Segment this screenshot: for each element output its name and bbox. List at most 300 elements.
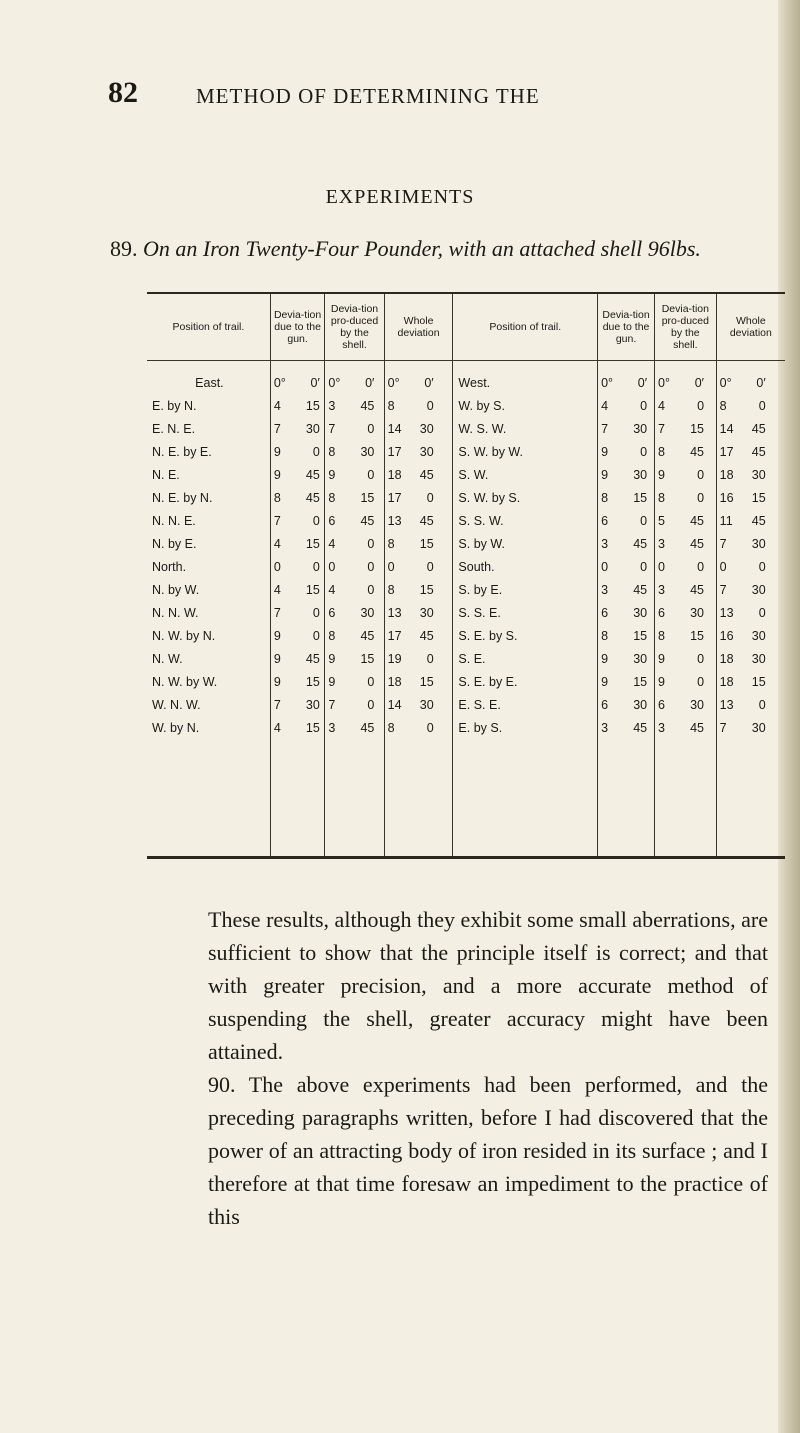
position-cell-right: E. S. E. xyxy=(453,693,598,716)
whole-deviation-left-cell xyxy=(384,624,453,647)
position-cell-right: S. E. xyxy=(453,647,598,670)
position-cell-right: S. E. by S. xyxy=(453,624,598,647)
shell-deviation-left-degrees: 0° xyxy=(328,375,341,390)
page-number: 82 xyxy=(108,76,138,109)
header-gun-right: Devia-tion due to the gun. xyxy=(598,294,655,361)
gun-deviation-left-minutes: 0 xyxy=(312,444,320,459)
table-row xyxy=(147,647,785,670)
gun-deviation-right-cell xyxy=(598,693,655,716)
gun-deviation-left-cell xyxy=(270,578,325,601)
whole-deviation-left-minutes: 15 xyxy=(419,582,434,597)
position-cell-right: W. by S. xyxy=(453,394,598,417)
shell-deviation-right-cell xyxy=(655,417,717,440)
position-cell-left: W. N. W. xyxy=(152,697,201,712)
shell-deviation-right-cell xyxy=(655,532,717,555)
whole-deviation-right-cell xyxy=(716,486,785,509)
shell-deviation-left-cell xyxy=(325,440,384,463)
whole-deviation-right-cell xyxy=(716,693,785,716)
whole-deviation-right-cell xyxy=(716,417,785,440)
whole-deviation-right-minutes: 45 xyxy=(751,444,766,459)
whole-deviation-left-degrees: 14 xyxy=(387,421,402,436)
whole-deviation-right-cell xyxy=(716,716,785,739)
shell-deviation-left-cell xyxy=(325,601,384,624)
whole-deviation-right-minutes: 0 xyxy=(758,398,766,413)
position-cell-left: E. N. E. xyxy=(152,421,196,436)
gun-deviation-right-minutes: 0 xyxy=(640,559,648,574)
whole-deviation-left-cell xyxy=(384,578,453,601)
shell-deviation-left-cell xyxy=(325,394,384,417)
whole-deviation-left-minutes: 15 xyxy=(419,674,434,689)
shell-deviation-right-minutes: 0 xyxy=(697,490,705,505)
gun-deviation-left-minutes: 30 xyxy=(305,697,320,712)
whole-deviation-left-minutes: 15 xyxy=(419,536,434,551)
gun-deviation-left-degrees: 0 xyxy=(273,559,281,574)
gun-deviation-right-degrees: 3 xyxy=(601,536,609,551)
whole-deviation-right-minutes: 30 xyxy=(751,651,766,666)
shell-deviation-right-degrees: 0 xyxy=(658,559,665,574)
shell-deviation-right-minutes: 0′ xyxy=(694,375,705,390)
table-row xyxy=(147,716,785,739)
gun-deviation-right-minutes: 45 xyxy=(633,536,648,551)
gun-deviation-left-degrees: 9 xyxy=(273,444,281,459)
gun-deviation-right-cell xyxy=(598,463,655,486)
position-cell-right: S. W. xyxy=(453,463,598,486)
whole-deviation-right-minutes: 30 xyxy=(751,628,766,643)
whole-deviation-right-cell xyxy=(716,647,785,670)
whole-deviation-left-minutes: 0 xyxy=(426,559,434,574)
whole-deviation-left-cell xyxy=(384,417,453,440)
position-cell-right: South. xyxy=(453,555,598,578)
whole-deviation-right-minutes: 0′ xyxy=(756,375,766,390)
gun-deviation-right-degrees: 0 xyxy=(601,559,609,574)
shell-deviation-left-degrees: 8 xyxy=(328,628,336,643)
whole-deviation-right-minutes: 15 xyxy=(751,490,766,505)
gun-deviation-right-minutes: 30 xyxy=(633,421,648,436)
whole-deviation-right-cell xyxy=(716,463,785,486)
deviation-table xyxy=(147,294,785,856)
gun-deviation-left-cell xyxy=(270,716,325,739)
whole-deviation-right-minutes: 45 xyxy=(751,421,766,436)
position-cell-right: W. S. W. xyxy=(453,417,598,440)
whole-deviation-right-cell xyxy=(716,601,785,624)
whole-deviation-right-cell xyxy=(716,532,785,555)
gun-deviation-right-minutes: 0′ xyxy=(637,375,648,390)
whole-deviation-left-degrees: 17 xyxy=(387,490,402,505)
whole-deviation-left-minutes: 0 xyxy=(426,398,434,413)
gun-deviation-left-degrees: 4 xyxy=(273,720,281,735)
gun-deviation-right-degrees: 8 xyxy=(601,490,609,505)
gun-deviation-right-minutes: 0 xyxy=(640,444,648,459)
whole-deviation-left-degrees: 8 xyxy=(387,536,395,551)
position-cell-right: West. xyxy=(453,371,598,394)
gun-deviation-left-degrees: 7 xyxy=(273,697,281,712)
whole-deviation-left-cell xyxy=(384,693,453,716)
whole-deviation-left-minutes: 30 xyxy=(419,444,434,459)
shell-deviation-left-cell xyxy=(325,417,384,440)
whole-deviation-right-degrees: 0° xyxy=(719,375,732,390)
whole-deviation-left-degrees: 17 xyxy=(387,628,402,643)
shell-deviation-left-minutes: 30 xyxy=(360,444,375,459)
shell-deviation-left-degrees: 9 xyxy=(328,467,336,482)
gun-deviation-right-cell xyxy=(598,670,655,693)
header-position-left: Position of trail. xyxy=(147,294,270,361)
gun-deviation-left-cell xyxy=(270,601,325,624)
whole-deviation-left-minutes: 0 xyxy=(426,490,434,505)
position-cell-left: N. by E. xyxy=(152,536,197,551)
position-cell-right: S. W. by W. xyxy=(453,440,598,463)
shell-deviation-right-degrees: 6 xyxy=(658,697,665,712)
shell-deviation-left-minutes: 45 xyxy=(360,628,375,643)
table-body xyxy=(147,361,785,857)
gun-deviation-right-degrees: 8 xyxy=(601,628,609,643)
body-text xyxy=(208,903,768,1233)
gun-deviation-right-cell xyxy=(598,716,655,739)
whole-deviation-left-minutes: 30 xyxy=(419,421,434,436)
whole-deviation-left-cell xyxy=(384,371,453,394)
shell-deviation-right-minutes: 0 xyxy=(697,674,705,689)
position-cell-left: N. E. by E. xyxy=(152,444,212,459)
whole-deviation-right-minutes: 45 xyxy=(751,513,766,528)
shell-deviation-left-minutes: 45 xyxy=(360,720,375,735)
shell-deviation-left-minutes: 0 xyxy=(367,467,375,482)
shell-deviation-left-cell xyxy=(325,693,384,716)
shell-deviation-right-minutes: 15 xyxy=(690,628,705,643)
gun-deviation-left-cell xyxy=(270,394,325,417)
shell-deviation-left-cell xyxy=(325,486,384,509)
position-cell-left: North. xyxy=(152,559,187,574)
table-header-row xyxy=(147,294,785,361)
whole-deviation-left-degrees: 14 xyxy=(387,697,402,712)
shell-deviation-right-minutes: 30 xyxy=(690,697,705,712)
gun-deviation-right-cell xyxy=(598,417,655,440)
whole-deviation-right-degrees: 8 xyxy=(719,398,727,413)
position-cell-right: S. by E. xyxy=(453,578,598,601)
table-row xyxy=(147,371,785,394)
shell-deviation-left-minutes: 0 xyxy=(367,421,375,436)
page-header xyxy=(0,76,800,116)
whole-deviation-right-minutes: 30 xyxy=(751,720,766,735)
whole-deviation-right-minutes: 30 xyxy=(751,467,766,482)
gun-deviation-left-minutes: 0 xyxy=(312,513,320,528)
whole-deviation-right-degrees: 18 xyxy=(719,674,734,689)
header-position-right: Position of trail. xyxy=(453,294,598,361)
table-row xyxy=(147,509,785,532)
table-fill-row xyxy=(147,739,785,856)
whole-deviation-left-cell xyxy=(384,601,453,624)
shell-deviation-left-degrees: 9 xyxy=(328,674,336,689)
shell-deviation-left-cell xyxy=(325,555,384,578)
whole-deviation-left-minutes: 30 xyxy=(419,605,434,620)
gun-deviation-left-cell xyxy=(270,417,325,440)
shell-deviation-right-minutes: 45 xyxy=(690,582,705,597)
gun-deviation-left-cell xyxy=(270,624,325,647)
shell-deviation-right-cell xyxy=(655,624,717,647)
whole-deviation-left-minutes: 0′ xyxy=(424,375,434,390)
gun-deviation-left-cell xyxy=(270,670,325,693)
shell-deviation-right-degrees: 6 xyxy=(658,605,665,620)
running-head: METHOD OF DETERMINING THE xyxy=(196,84,540,108)
table-row xyxy=(147,693,785,716)
gun-deviation-right-degrees: 3 xyxy=(601,582,609,597)
gun-deviation-right-degrees: 7 xyxy=(601,421,609,436)
position-cell-left: N. N. W. xyxy=(152,605,199,620)
gun-deviation-right-cell xyxy=(598,532,655,555)
position-cell-left: N. N. E. xyxy=(152,513,196,528)
shell-deviation-right-degrees: 4 xyxy=(658,398,665,413)
gun-deviation-right-degrees: 9 xyxy=(601,467,609,482)
whole-deviation-left-degrees: 8 xyxy=(387,720,395,735)
whole-deviation-right-degrees: 18 xyxy=(719,651,734,666)
shell-deviation-right-cell xyxy=(655,394,717,417)
shell-deviation-right-degrees: 5 xyxy=(658,513,665,528)
whole-deviation-left-minutes: 45 xyxy=(419,513,434,528)
gun-deviation-right-cell xyxy=(598,509,655,532)
gun-deviation-left-degrees: 4 xyxy=(273,582,281,597)
whole-deviation-right-minutes: 0 xyxy=(758,697,766,712)
gun-deviation-left-cell xyxy=(270,693,325,716)
gun-deviation-right-cell xyxy=(598,601,655,624)
table-row xyxy=(147,624,785,647)
shell-deviation-right-minutes: 0 xyxy=(697,559,705,574)
shell-deviation-right-cell xyxy=(655,601,717,624)
gun-deviation-right-cell xyxy=(598,647,655,670)
whole-deviation-left-minutes: 0 xyxy=(426,720,434,735)
whole-deviation-right-cell xyxy=(716,624,785,647)
whole-deviation-left-cell xyxy=(384,394,453,417)
shell-deviation-left-cell xyxy=(325,371,384,394)
whole-deviation-right-cell xyxy=(716,394,785,417)
shell-deviation-left-cell xyxy=(325,670,384,693)
shell-deviation-left-cell xyxy=(325,509,384,532)
whole-deviation-left-cell xyxy=(384,716,453,739)
gun-deviation-left-minutes: 45 xyxy=(305,490,320,505)
shell-deviation-left-minutes: 15 xyxy=(360,490,375,505)
position-cell-left: N. by W. xyxy=(152,582,200,597)
shell-deviation-right-degrees: 3 xyxy=(658,720,665,735)
gun-deviation-right-degrees: 6 xyxy=(601,697,609,712)
shell-deviation-left-cell xyxy=(325,463,384,486)
gun-deviation-left-minutes: 15 xyxy=(305,398,320,413)
shell-deviation-right-minutes: 0 xyxy=(697,398,705,413)
gun-deviation-left-degrees: 9 xyxy=(273,467,281,482)
deviation-table-wrapper xyxy=(147,292,785,859)
position-cell-left: E. by N. xyxy=(152,398,197,413)
table-row xyxy=(147,578,785,601)
shell-deviation-right-cell xyxy=(655,578,717,601)
whole-deviation-left-degrees: 18 xyxy=(387,674,402,689)
whole-deviation-right-degrees: 14 xyxy=(719,421,734,436)
shell-deviation-right-cell xyxy=(655,693,717,716)
whole-deviation-left-minutes: 45 xyxy=(419,628,434,643)
gun-deviation-left-minutes: 15 xyxy=(305,674,320,689)
gun-deviation-right-minutes: 15 xyxy=(633,628,648,643)
gun-deviation-left-degrees: 9 xyxy=(273,651,281,666)
shell-deviation-left-minutes: 0 xyxy=(367,674,375,689)
whole-deviation-left-cell xyxy=(384,463,453,486)
gun-deviation-left-degrees: 9 xyxy=(273,628,281,643)
whole-deviation-right-cell xyxy=(716,578,785,601)
gun-deviation-right-cell xyxy=(598,486,655,509)
gun-deviation-left-minutes: 0 xyxy=(312,559,320,574)
shell-deviation-left-minutes: 45 xyxy=(360,513,375,528)
table-row xyxy=(147,670,785,693)
gun-deviation-left-minutes: 45 xyxy=(305,651,320,666)
whole-deviation-right-degrees: 17 xyxy=(719,444,734,459)
shell-deviation-right-degrees: 0° xyxy=(658,375,670,390)
gun-deviation-right-degrees: 4 xyxy=(601,398,609,413)
gun-deviation-right-degrees: 3 xyxy=(601,720,609,735)
shell-deviation-right-minutes: 45 xyxy=(690,720,705,735)
gun-deviation-right-minutes: 30 xyxy=(633,467,648,482)
whole-deviation-right-degrees: 18 xyxy=(719,467,734,482)
gun-deviation-left-cell xyxy=(270,486,325,509)
whole-deviation-right-degrees: 13 xyxy=(719,697,734,712)
paragraph-1: These results, although they exhibit some small aberrations, are sufficient to show that the principle itself is correct; and that with greater precision, and a more accurate method of suspending the shell, greater accuracy might have been attained. xyxy=(208,907,768,1064)
shell-deviation-left-cell xyxy=(325,532,384,555)
shell-deviation-right-cell xyxy=(655,555,717,578)
header-whole-right: Whole deviation xyxy=(716,294,785,361)
gun-deviation-right-minutes: 30 xyxy=(633,605,648,620)
gun-deviation-left-minutes: 0 xyxy=(312,628,320,643)
whole-deviation-right-cell xyxy=(716,371,785,394)
position-cell-left: N. E. by N. xyxy=(152,490,213,505)
gun-deviation-left-minutes: 0′ xyxy=(310,375,320,390)
table-spacer-row xyxy=(147,361,785,372)
shell-deviation-left-minutes: 0 xyxy=(367,559,375,574)
shell-deviation-left-degrees: 3 xyxy=(328,398,336,413)
gun-deviation-left-degrees: 4 xyxy=(273,536,281,551)
shell-deviation-right-minutes: 45 xyxy=(690,536,705,551)
shell-deviation-left-cell xyxy=(325,578,384,601)
position-cell-left: W. by N. xyxy=(152,720,200,735)
whole-deviation-right-minutes: 15 xyxy=(751,674,766,689)
shell-deviation-left-degrees: 7 xyxy=(328,421,336,436)
shell-deviation-left-degrees: 4 xyxy=(328,582,336,597)
gun-deviation-left-cell xyxy=(270,647,325,670)
whole-deviation-left-cell xyxy=(384,670,453,693)
shell-deviation-right-degrees: 8 xyxy=(658,444,665,459)
shell-deviation-left-degrees: 8 xyxy=(328,490,336,505)
table-row xyxy=(147,440,785,463)
whole-deviation-left-cell xyxy=(384,555,453,578)
header-whole-left: Whole deviation xyxy=(384,294,453,361)
shell-deviation-right-cell xyxy=(655,670,717,693)
gun-deviation-right-minutes: 15 xyxy=(633,490,648,505)
table-row xyxy=(147,555,785,578)
position-cell-right: S. S. E. xyxy=(453,601,598,624)
shell-deviation-right-degrees: 3 xyxy=(658,536,665,551)
shell-deviation-right-cell xyxy=(655,486,717,509)
shell-deviation-left-degrees: 6 xyxy=(328,605,336,620)
table-row xyxy=(147,417,785,440)
shell-deviation-right-degrees: 8 xyxy=(658,490,665,505)
gun-deviation-right-degrees: 9 xyxy=(601,651,609,666)
whole-deviation-right-minutes: 30 xyxy=(751,536,766,551)
whole-deviation-right-degrees: 16 xyxy=(719,628,734,643)
caption-text: On an Iron Twenty-Four Pounder, with an attached shell 96lbs. xyxy=(143,236,701,261)
shell-deviation-right-minutes: 45 xyxy=(690,513,705,528)
shell-deviation-left-minutes: 45 xyxy=(360,398,375,413)
position-cell-right: S. by W. xyxy=(453,532,598,555)
gun-deviation-left-degrees: 7 xyxy=(273,421,281,436)
whole-deviation-left-degrees: 8 xyxy=(387,398,395,413)
whole-deviation-right-minutes: 0 xyxy=(758,559,766,574)
gun-deviation-left-degrees: 4 xyxy=(273,398,281,413)
table-row xyxy=(147,394,785,417)
table-row xyxy=(147,601,785,624)
whole-deviation-left-degrees: 17 xyxy=(387,444,402,459)
shell-deviation-left-degrees: 9 xyxy=(328,651,336,666)
table-row xyxy=(147,486,785,509)
shell-deviation-left-minutes: 30 xyxy=(360,605,375,620)
whole-deviation-left-minutes: 0 xyxy=(426,651,434,666)
shell-deviation-left-cell xyxy=(325,647,384,670)
position-cell-left: N. E. xyxy=(152,467,180,482)
gun-deviation-right-degrees: 6 xyxy=(601,513,609,528)
gun-deviation-left-degrees: 0° xyxy=(273,375,286,390)
gun-deviation-right-minutes: 0 xyxy=(640,513,648,528)
whole-deviation-left-degrees: 18 xyxy=(387,467,402,482)
gun-deviation-right-cell xyxy=(598,624,655,647)
header-gun-left: Devia-tion due to the gun. xyxy=(270,294,325,361)
shell-deviation-right-degrees: 8 xyxy=(658,628,665,643)
shell-deviation-right-degrees: 9 xyxy=(658,674,665,689)
shell-deviation-right-minutes: 30 xyxy=(690,605,705,620)
whole-deviation-left-cell xyxy=(384,509,453,532)
whole-deviation-left-cell xyxy=(384,486,453,509)
gun-deviation-right-cell xyxy=(598,394,655,417)
position-cell-right: S. W. by S. xyxy=(453,486,598,509)
position-cell-left: N. W. by N. xyxy=(152,628,216,643)
shell-deviation-right-cell xyxy=(655,440,717,463)
shell-deviation-left-degrees: 0 xyxy=(328,559,336,574)
gun-deviation-right-minutes: 30 xyxy=(633,697,648,712)
gun-deviation-right-minutes: 45 xyxy=(633,720,648,735)
table-row xyxy=(147,463,785,486)
section-title: EXPERIMENTS xyxy=(325,186,475,208)
table-row xyxy=(147,532,785,555)
whole-deviation-left-degrees: 13 xyxy=(387,605,402,620)
whole-deviation-right-degrees: 16 xyxy=(719,490,734,505)
whole-deviation-left-minutes: 30 xyxy=(419,697,434,712)
whole-deviation-right-degrees: 13 xyxy=(719,605,734,620)
gun-deviation-right-degrees: 9 xyxy=(601,674,609,689)
whole-deviation-left-minutes: 45 xyxy=(419,467,434,482)
whole-deviation-right-degrees: 7 xyxy=(719,720,727,735)
gun-deviation-left-minutes: 15 xyxy=(305,536,320,551)
gun-deviation-right-cell xyxy=(598,371,655,394)
gun-deviation-right-cell xyxy=(598,555,655,578)
gun-deviation-right-degrees: 0° xyxy=(601,375,614,390)
caption-number: 89. xyxy=(110,236,138,261)
shell-deviation-left-minutes: 0 xyxy=(367,536,375,551)
whole-deviation-left-cell xyxy=(384,440,453,463)
whole-deviation-right-minutes: 30 xyxy=(751,582,766,597)
gun-deviation-left-cell xyxy=(270,463,325,486)
gun-deviation-left-degrees: 9 xyxy=(273,674,281,689)
whole-deviation-right-degrees: 11 xyxy=(719,513,733,528)
gun-deviation-right-minutes: 0 xyxy=(640,398,648,413)
whole-deviation-left-cell xyxy=(384,647,453,670)
shell-deviation-right-minutes: 0 xyxy=(697,651,705,666)
shell-deviation-left-minutes: 15 xyxy=(360,651,375,666)
gun-deviation-left-cell xyxy=(270,371,325,394)
table-caption xyxy=(110,236,701,262)
shell-deviation-right-cell xyxy=(655,647,717,670)
gun-deviation-left-minutes: 15 xyxy=(305,582,320,597)
gun-deviation-left-cell xyxy=(270,532,325,555)
shell-deviation-right-cell xyxy=(655,716,717,739)
